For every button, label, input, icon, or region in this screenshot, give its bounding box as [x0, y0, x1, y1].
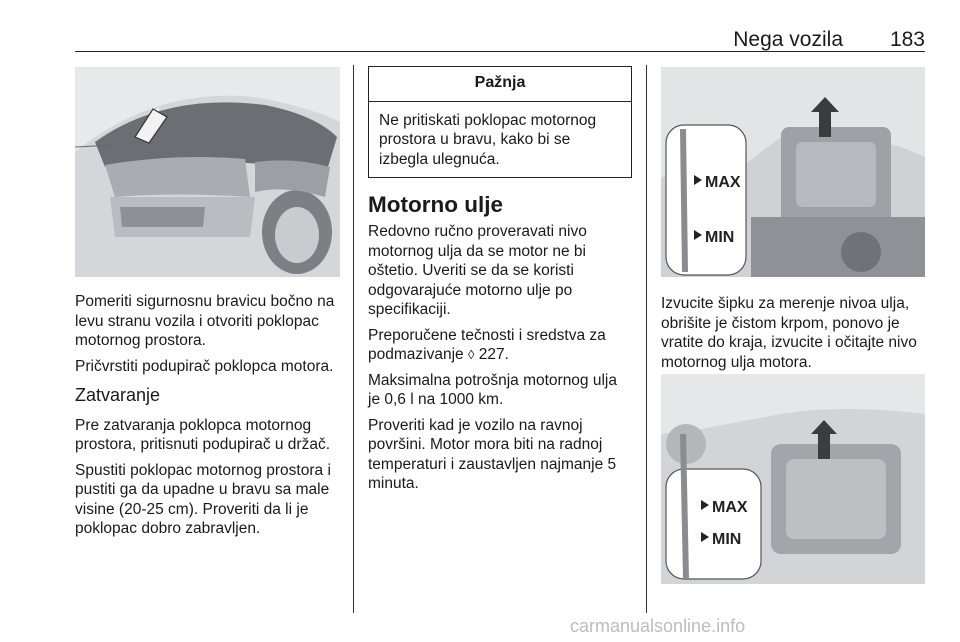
dipstick-max-label: MAX: [712, 499, 748, 516]
engine-dipstick-illustration: [661, 67, 925, 277]
paragraph: Pre zatvaranja poklopca motornog prostora, pritisnuti podupirač u držač.: [75, 416, 331, 453]
paragraph: Proveriti kad je vozilo na ravnoj površini. Motor mora biti na radnoj temperaturi i zaustavljen najmanje 5 minuta.: [368, 416, 617, 492]
section-heading: Motorno ulje: [368, 192, 503, 217]
watermark: carmanualsonline.info: [570, 616, 746, 636]
engine-dipstick-illustration-alt: [661, 374, 925, 584]
page-number: 183: [889, 28, 925, 51]
hood-release-illustration: [75, 67, 340, 277]
column-middle: [368, 66, 632, 500]
paragraph: Pričvrstiti podupirač poklopca motora.: [75, 357, 334, 375]
notice-body: Ne pritiskati poklopac motornog prostora u bravu, kako bi se izbegla ulegnuća.: [379, 111, 597, 168]
page-header: [75, 24, 925, 52]
notice-title: Pažnja: [369, 67, 631, 102]
page-reference[interactable]: 227.: [474, 346, 509, 363]
section-title: Nega vozila: [733, 28, 843, 51]
column-right: [661, 294, 929, 378]
paragraph-text: Preporučene tečnosti i sredstva za podmazivanje: [368, 326, 606, 363]
paragraph: Izvucite šipku za merenje nivoa ulja, obrišite je čistom krpom, ponovo je vratite do kraja, izvucite i očitajte nivo motornog ulja motora.: [661, 295, 917, 371]
paragraph: Spustiti poklopac motornog prostora i pustiti ga da upadne u bravu sa male visine (20-25 cm). Proveriti da li je poklopac dobro zabravljen.: [75, 461, 331, 537]
column-divider: [353, 65, 354, 613]
column-divider: [646, 65, 647, 613]
reference-arrow-icon: ◊: [467, 347, 475, 362]
paragraph: Pomeriti sigurnosnu bravicu bočno na levu stranu vozila i otvoriti poklopac motornog prostora.: [75, 293, 335, 349]
column-left: [75, 292, 343, 545]
paragraph: [368, 326, 632, 365]
dipstick-min-label: MIN: [705, 229, 735, 246]
paragraph: Maksimalna potrošnja motornog ulja je 0,6 l na 1000 km.: [368, 371, 617, 408]
dipstick-max-label: MAX: [705, 174, 741, 191]
paragraph: Redovno ručno proveravati nivo motornog ulja da se motor ne bi oštetio. Uveriti se da se koristi odgovarajuće motorno ulje po specifikaciji.: [368, 223, 587, 318]
caution-notice: [368, 66, 632, 178]
dipstick-min-label: MIN: [712, 531, 742, 548]
sub-heading: Zatvaranje: [75, 385, 161, 405]
